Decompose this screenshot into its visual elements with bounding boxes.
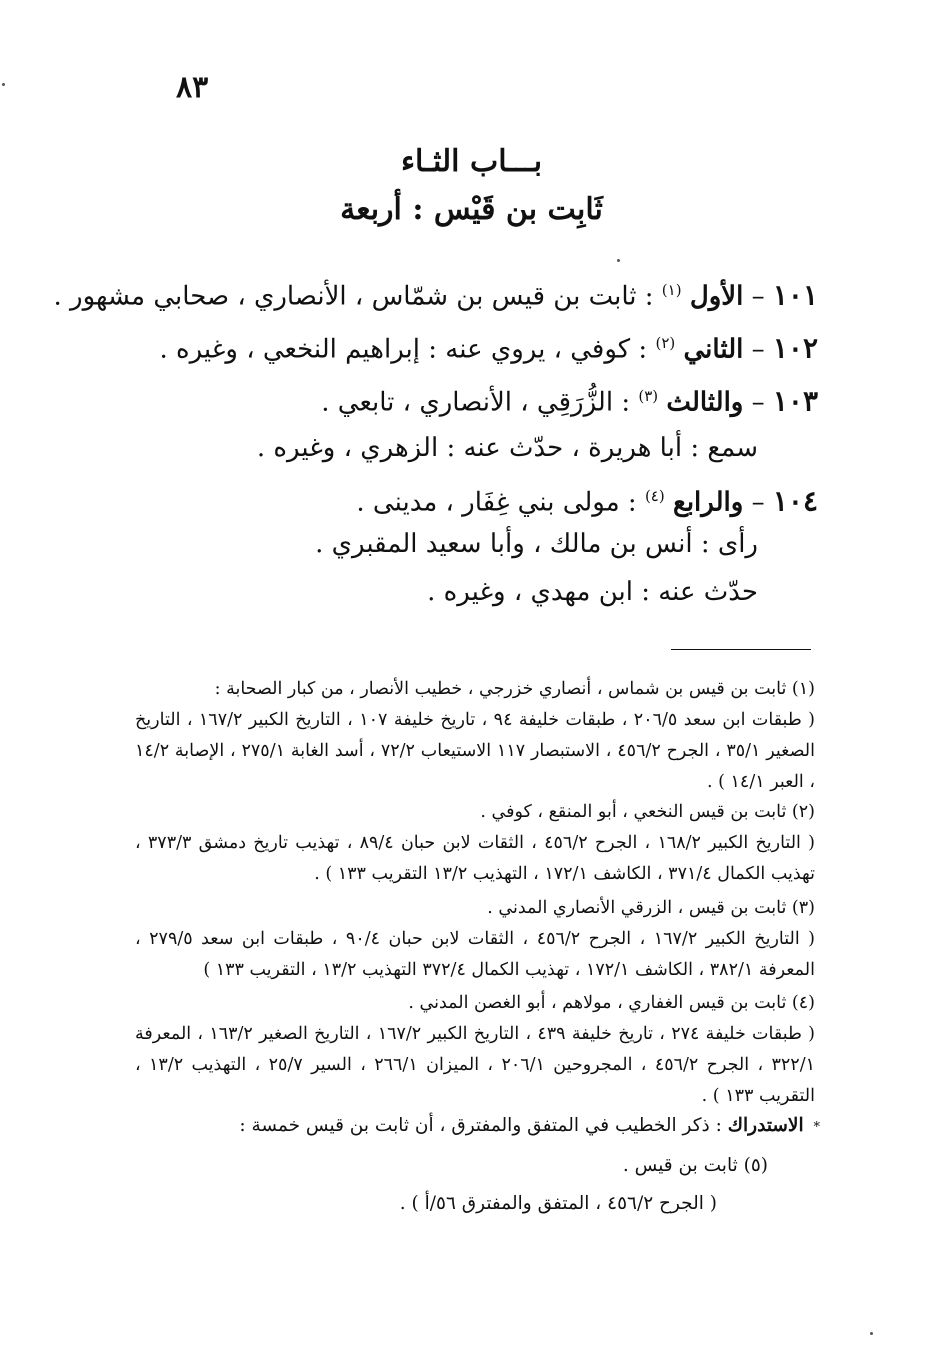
chapter-title: بـــاب الثـاء xyxy=(400,144,543,179)
entry-104: ١٠٤ – والرابع $^{(٤)}$ : مولى بني غِفَار ، مدينى . xyxy=(356,484,818,518)
entry-number: ١٠٢ xyxy=(772,331,818,365)
entry-text: : ثابت بن قيس بن شمّاس ، الأنصاري ، صحابي مشهور . xyxy=(53,281,654,312)
scan-speck xyxy=(2,83,5,86)
entry-103-detail: سمع : أبا هريرة ، حدّث عنه : الزهري ، وغيره . xyxy=(256,433,758,463)
entry-number: ١٠١ xyxy=(772,278,818,312)
istidrak-item-5-refs: ( الجرح ٤٥٦/٢ ، المتفق والمفترق ٥٦/أ ) . xyxy=(399,1193,717,1214)
istidrak-item-5-head: (٥) ثابت بن قيس . xyxy=(622,1155,768,1176)
scan-speck xyxy=(617,259,620,262)
footnote-ref: (٢) xyxy=(655,334,676,352)
footnote-ref: (١) xyxy=(661,281,682,299)
scan-speck xyxy=(870,1332,873,1335)
entry-number: ١٠٣ xyxy=(772,384,818,418)
entry-name: الأول xyxy=(689,281,744,312)
entry-102: ١٠٢ – الثاني $^{(٢)}$ : كوفي ، يروي عنه : إبراهيم النخعي ، وغيره . xyxy=(159,331,818,365)
istidrak-line xyxy=(239,1110,820,1143)
section-title: ثَابِت بن قَيْس : أربعة xyxy=(340,192,603,227)
footnote-ref: (٤) xyxy=(644,487,665,505)
entry-name: والرابع xyxy=(672,487,744,518)
footnote-2-head: (٢) ثابت بن قيس النخعي ، أبو المنقع ، كوفي . xyxy=(480,802,815,822)
footnote-1-head: (١) ثابت بن قيس بن شماس ، أنصاري خزرجي ، خطيب الأنصار ، من كبار الصحابة : xyxy=(214,679,815,699)
entry-103: ١٠٣ – والثالث $^{(٣)}$ : الزُّرَقِي ، الأنصاري ، تابعي . xyxy=(321,384,818,418)
footnote-ref: (٣) xyxy=(638,387,659,405)
page-number: ٨٣ xyxy=(176,70,209,105)
footnote-1-refs: ( طبقات ابن سعد ٢٠٦/٥ ، طبقات خليفة ٩٤ ، تاريخ خليفة ١٠٧ ، التاريخ الكبير ١٦٧/٢ ، التاريخ الصغير ٣٥/١ ، الجرح ٤٥٦/٢ ، الاستبصار ١١٧ الاستيعاب ٧٢/٢ ، أسد الغابة ٢٧٥/١ ، الإصابة ١٤/٢ ، العبر ١٤/١ ) . xyxy=(135,710,815,792)
entry-104-ra-a: رأى : أنس بن مالك ، وأبا سعيد المقبري . xyxy=(315,529,758,559)
footnote-2-refs: ( التاريخ الكبير ١٦٨/٢ ، الجرح ٤٥٦/٢ ، الثقات لابن حبان ٨٩/٤ ، تهذيب تاريخ دمشق ٣٧٣/٣ ، تهذيب الكمال ٣٧١/٤ ، الكاشف ١٧٢/١ ، التهذيب ١٣/٢ التقريب ١٣٣ ) . xyxy=(135,833,815,884)
entry-name: والثالث xyxy=(666,387,744,418)
footnote-3-refs: ( التاريخ الكبير ١٦٧/٢ ، الجرح ٤٥٦/٢ ، الثقات لابن حبان ٩٠/٤ ، طبقات ابن سعد ٢٧٩/٥ ، المعرفة ٣٨٢/١ ، الكاشف ١٧٢/١ ، تهذيب الكمال ٣٧٢/٤ التهذيب ١٣/٢ ، التقريب ١٣٣ ) xyxy=(135,929,816,980)
footnote-separator xyxy=(671,649,811,650)
entry-text: : كوفي ، يروي عنه : إبراهيم النخعي ، وغيره . xyxy=(159,334,648,365)
entry-text: : الزُّرَقِي ، الأنصاري ، تابعي . xyxy=(321,387,631,418)
entry-name: الثاني xyxy=(683,334,744,365)
footnote-3-head: (٣) ثابت بن قيس ، الزرقي الأنصاري المدني . xyxy=(487,898,815,918)
footnote-4-refs: ( طبقات خليفة ٢٧٤ ، تاريخ خليفة ٤٣٩ ، التاريخ الكبير ١٦٧/٢ ، التاريخ الصغير ١٦٣/٢ ، المعرفة ٣٢٢/١ ، الجرح ٤٥٦/٢ ، المجروحين ٢٠٦/١ ، الميزان ٢٦٦/١ ، السير ٢٥/٧ ، التهذيب ١٣/٢ ، التقريب ١٣٣ ) . xyxy=(135,1024,815,1106)
bullet-icon: * xyxy=(813,1120,820,1135)
entry-101: ١٠١ – الأول $^{(١)}$ : ثابت بن قيس بن شمّاس ، الأنصاري ، صحابي مشهور . xyxy=(53,278,818,312)
istidrak-label: الاستدراك xyxy=(727,1115,804,1136)
istidrak-text: : ذكر الخطيب في المتفق والمفترق ، أن ثابت بن قيس خمسة : xyxy=(239,1115,722,1136)
footnote-4-head: (٤) ثابت بن قيس الغفاري ، مولاهم ، أبو الغصن المدني . xyxy=(408,993,815,1013)
entry-104-haddatha: حدّث عنه : ابن مهدي ، وغيره . xyxy=(427,577,758,607)
entry-text: : مولى بني غِفَار ، مدينى . xyxy=(356,487,637,518)
entry-number: ١٠٤ xyxy=(772,484,818,518)
